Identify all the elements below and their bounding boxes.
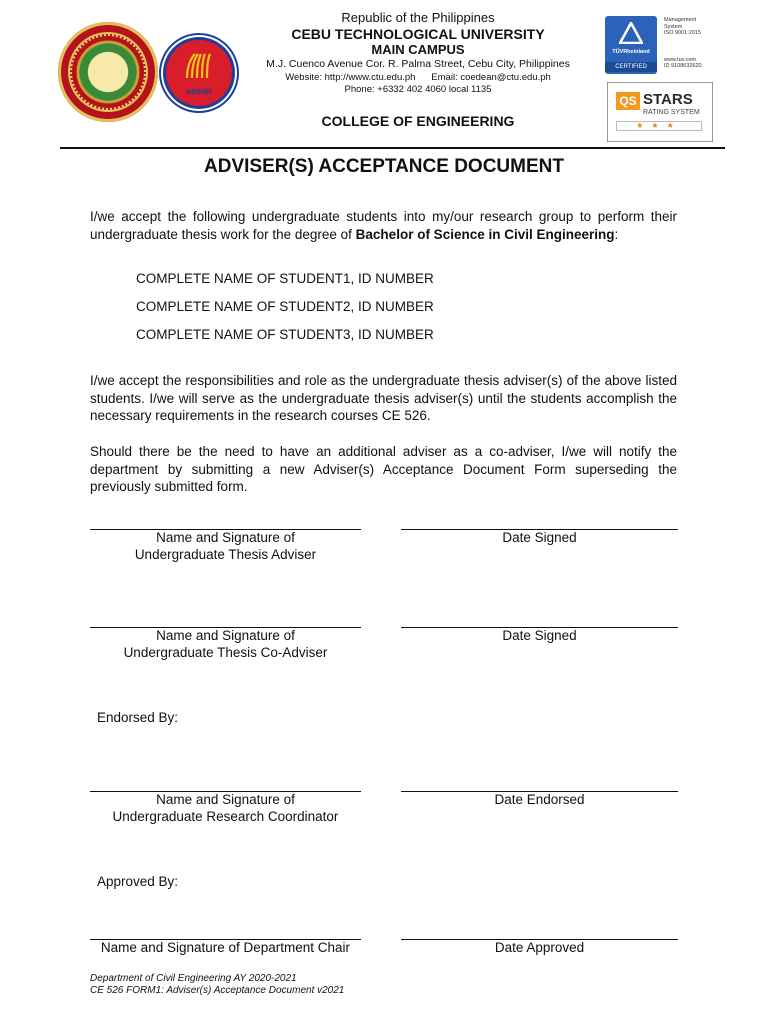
endorsed-by-label: Endorsed By: bbox=[97, 710, 179, 725]
approved-by-label: Approved By: bbox=[97, 874, 179, 889]
student-2-placeholder: COMPLETE NAME OF STUDENT2, ID NUMBER bbox=[136, 299, 434, 314]
qs-logo: QS bbox=[616, 92, 640, 110]
asean-label: asean bbox=[186, 86, 212, 96]
website-email: Website: http://www.ctu.edu.ph Email: coedean@ctu.edu.ph bbox=[285, 72, 551, 83]
qs-star-rating: ★★★ bbox=[616, 121, 702, 131]
footer-form-id: CE 526 FORM1: Adviser(s) Acceptance Document v2021 bbox=[90, 985, 345, 996]
header-divider bbox=[60, 147, 725, 149]
college-name: COLLEGE OF ENGINEERING bbox=[321, 113, 515, 129]
adviser-signature-caption: Name and Signature of Undergraduate Thesis Adviser bbox=[134, 530, 317, 562]
university-name: CEBU TECHNOLOGICAL UNIVERSITY bbox=[291, 26, 545, 42]
chair-date-caption: Date Approved bbox=[494, 940, 585, 955]
document-title: ADVISER(S) ACCEPTANCE DOCUMENT bbox=[204, 156, 564, 177]
coordinator-date-caption: Date Endorsed bbox=[494, 792, 585, 807]
student-3-placeholder: COMPLETE NAME OF STUDENT3, ID NUMBER bbox=[136, 327, 434, 342]
university-address: M.J. Cuenco Avenue Cor. R. Palma Street, Cebu City, Philippines bbox=[266, 58, 570, 70]
acceptance-paragraph: I/we accept the following undergraduate students into my/our research group to perform their undergraduate thesis work for the degree of Bachelor of Science in Civil Engineering: bbox=[90, 209, 677, 242]
adviser-date-caption: Date Signed bbox=[502, 530, 577, 545]
phone-number: Phone: +6332 402 4060 local 1135 bbox=[344, 84, 492, 95]
degree-name: Bachelor of Science in Civil Engineering bbox=[355, 226, 615, 242]
co-adviser-paragraph: Should there be the need to have an additional adviser as a co-adviser, I/we will notify the department by submitting a new Adviser(s) Acceptance Document Form superseding the previously submitted form. bbox=[90, 444, 677, 494]
campus-name: MAIN CAMPUS bbox=[371, 42, 465, 57]
qs-rating-label: RATING SYSTEM bbox=[643, 109, 700, 116]
chair-signature-caption: Name and Signature of Department Chair bbox=[100, 940, 351, 955]
responsibility-paragraph: I/we accept the responsibilities and role as the undergraduate thesis adviser(s) of the above listed students. I/we will serve as the undergraduate thesis adviser(s) until the students accomplish the necessary requirements in the research courses CE 526. bbox=[90, 373, 677, 423]
student-1-placeholder: COMPLETE NAME OF STUDENT1, ID NUMBER bbox=[136, 271, 434, 286]
qs-stars-label: STARS bbox=[643, 91, 693, 108]
republic-heading: Republic of the Philippines bbox=[341, 10, 495, 25]
tuv-name: TÜVRheinland bbox=[612, 49, 650, 55]
footer-department: Department of Civil Engineering AY 2020-2021 bbox=[90, 973, 297, 984]
tuv-certified-label: CERTIFIED bbox=[605, 62, 657, 72]
tuv-side-text: Management System ISO 9001:2015 www.tuv.com ID 9108632620 bbox=[664, 17, 702, 69]
coordinator-signature-caption: Name and Signature of Undergraduate Research Coordinator bbox=[112, 792, 339, 824]
coadviser-date-caption: Date Signed bbox=[502, 628, 577, 643]
seal-ring bbox=[70, 34, 146, 110]
rice-sheaf-icon bbox=[183, 52, 215, 80]
coadviser-signature-caption: Name and Signature of Undergraduate Thesis Co-Adviser bbox=[123, 628, 328, 660]
tuv-triangle-icon bbox=[619, 22, 643, 44]
